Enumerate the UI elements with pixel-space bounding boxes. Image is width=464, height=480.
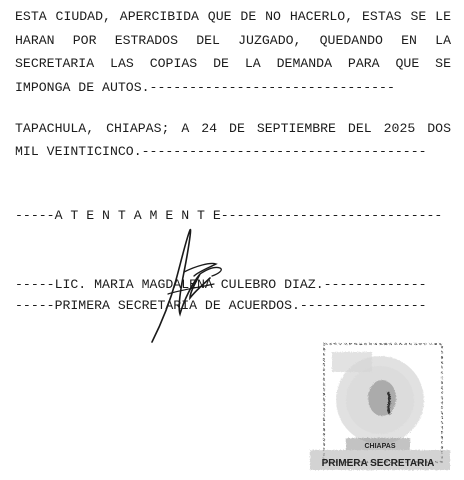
handwritten-signature xyxy=(140,222,240,346)
paragraph-line-1: ESTA CIUDAD, APERCIBIDA QUE DE NO HACERLO, ESTAS SE LE xyxy=(15,9,451,24)
official-seal xyxy=(306,338,456,476)
signatory-name: -----LIC. MARIA MAGDALENA CULEBRO DIAZ.------------- xyxy=(15,277,427,292)
date-line-2: MIL VEINTICINCO.------------------------------------ xyxy=(15,144,427,159)
seal-text-top: CHIAPAS xyxy=(364,443,396,450)
seal-text-bottom: PRIMERA SECRETARIA xyxy=(321,458,435,469)
paragraph-line-2: HARAN POR ESTRADOS DEL JUZGADO, QUEDANDO EN LA xyxy=(15,33,451,48)
date-line-1: TAPACHULA, CHIAPAS; A 24 DE SEPTIEMBRE DEL 2025 DOS xyxy=(15,121,451,136)
paragraph-line-3: SECRETARIA LAS COPIAS DE LA DEMANDA PARA QUE SE xyxy=(15,56,451,71)
paragraph-line-4: IMPONGA DE AUTOS.------------------------------- xyxy=(15,80,395,95)
closing-line: -----A T E N T A M E N T E---------------------------- xyxy=(15,208,443,223)
signatory-title: -----PRIMERA SECRETARIA DE ACUERDOS.---------------- xyxy=(15,298,427,313)
